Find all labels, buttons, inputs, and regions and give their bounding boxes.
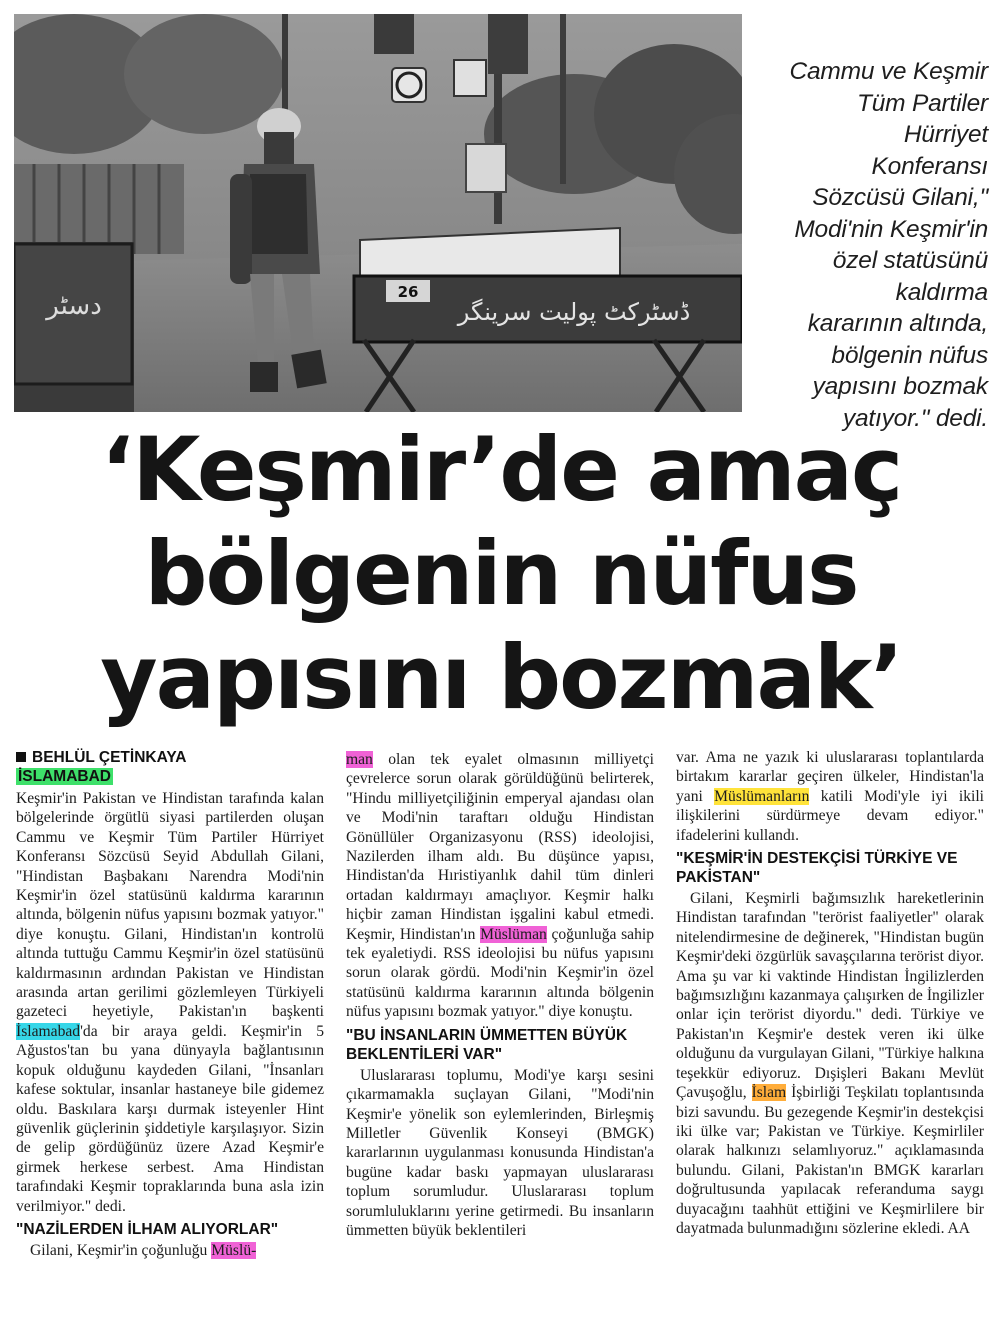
headline-line-3: yapısını bozmak’	[100, 626, 902, 729]
dateline-location: İSLAMABAD	[18, 768, 111, 785]
paragraph: Uluslararası toplumu, Modi'ye karşı sesini çıkarmamakla suçlayan Gilani, "Modi'nin Keşmir'e yönelik son eylemlerinden, Birleşmiş Milletler Güvenlik Konseyi (BMGK) kararlarının uygulanması konusunda Hindistan'a bugüne kadar baskı yapmayan uluslararası toplum sorumludur. Uluslararası toplum sorumluluklarını yerine getirmedi. Bu insanların ümmetten büyük beklentileri	[346, 1066, 654, 1239]
highlighted-term: man	[346, 751, 373, 768]
photo-caption: Cammu ve Keşmir Tüm Partiler Hürriyet Konferansı Sözcüsü Gilani," Modi'nin Keşmir'in özel statüsünü kaldırma kararının altında, bölgenin nüfus yapısını bozmak yatıyor." dedi.	[789, 58, 988, 432]
highlighted-term: Müslümanların	[714, 787, 810, 805]
subheading: "KEŞMİR'İN DESTEKÇİSİ TÜRKİYE VE PAKİSTAN"	[676, 850, 958, 887]
paragraph-text: 'da bir araya geldi. Keşmir'in 5 Ağustos'tan bu yana dünyayla bağlantısının kopuk olduğunu kaydeden Gilani, "İnsanları kafese soktular, insanlar hastaneye bile gidemez oldu. Baskılara karşı durmak isteyenler Hint güvenlik güçlerinin şiddetiyle karşılaşıyor. Sizin de gelip gördüğünüz üzere Azad Keşmir'e girmek herkese serbest. Ama Hindistan tarafındaki Keşmir topraklarında buna asla izin verilmiyor." dedi.	[16, 1022, 324, 1215]
paragraph-text: İşbirliği Teşkilatı toplantısında bizi savundu. Bu gezegende Keşmir'in destekçisi iki ülke var; Pakistan ve Türkiye. Keşmirliler olarak halkınızı selamlıyoruz." açıklamasında bulundu. Gilani, Pakistan'ın BMGK kararları doğrultusunda yapılacak referanduma saygı duyacağını taahhüt ettiğini ve Keşmirlilere bir dayatmada bulunmadığını sözlerine ekledi. AA	[676, 1084, 984, 1237]
highlighted-term: İslamabad	[16, 1022, 81, 1040]
subheading: "BU İNSANLARIN ÜMMETTEN BÜYÜK BEKLENTİLERİ VAR"	[346, 1026, 628, 1063]
article-column-1	[16, 748, 324, 1260]
paragraph-text: Gilani, Keşmirli bağımsızlık hareketlerinin Hindistan tarafından "terörist faaliyetler" olarak nitelendirmesine de değinerek, "Hindistan bugün Keşmir'deki özgürlük savaşçılarına terörist diyor. Ama şu var ki vaktinde Hindistan İngilizlerden bağımsızlığını kazanmaya çalışırken de İngilizler onlar için terörist diyordu." dedi. Türkiye ve Pakistan'ın Keşmir'e destek veren iki ülke olduğunu da vurgulayan Gilani, "Türkiye halkına teşekkür ediyoruz. Dışişleri Bakanı Mevlüt Çavuşoğlu,	[676, 890, 984, 1102]
author-name: BEHLÜL ÇETİNKAYA	[32, 749, 187, 766]
highlighted-term: Müslü-	[211, 1241, 257, 1259]
barricade-right-text: ڈسٹرکٹ پولیت سرینگر	[457, 298, 691, 326]
paragraph-text: çoğunluğa sahip tek eyaletiydi. RSS ideolojisi bu nüfus yapısını sorun olarak gördü. Modi'nin Keşmir'in özel statüsünü kaldırma kararının altında bölgenin nüfus yapısını bozmak yatıyor." diye konuştu.	[346, 925, 654, 1021]
byline	[16, 748, 324, 767]
paragraph	[16, 1241, 324, 1260]
highlighted-term: İslam	[751, 1084, 787, 1102]
paragraph-text: katili Modi'yle iyi ikili ilişkilerini sürdürmeye devam ediyor." ifadelerini kullandı.	[676, 787, 985, 844]
paragraph-text: var. Ama ne yazık ki uluslararası toplantılarda birtakım kararlar geçiren ülkeler, Hindistan'la yani	[676, 749, 984, 805]
article-column-2	[346, 750, 654, 1240]
paragraph-text: Gilani, Keşmir'in çoğunluğu	[30, 1241, 212, 1259]
byline-square-icon	[16, 752, 26, 762]
article-column-3	[676, 748, 984, 1238]
dateline-row	[16, 767, 324, 786]
barricade-number: 26	[397, 283, 419, 301]
news-photo	[14, 14, 742, 412]
headline-line-2: bölgenin nüfus	[144, 522, 858, 625]
paragraph	[676, 889, 984, 1238]
barricade-left-text: دسٹر	[46, 291, 102, 321]
paragraph	[346, 750, 654, 1022]
highlighted-term: Müslüman	[480, 925, 547, 943]
headline	[16, 418, 986, 730]
paragraph-text: olan tek eyalet olmasının milliyetçi çevrelerce sorun olarak görüldüğünü belirterek, "Hindu milliyetçiliğinin emperyal ajandası olan ve Modi'nin taraftarı olduğu Hindistan Gönüllüler Organizasyonu (RSS) ideolojisi, Nazilerden ilham aldı. Bu düşünce yapısı, Hindistan'da Hıristiyanlık dahil tüm dinleri ortadan kaldırmayı amaçlıyor. Keşmir halkı hiçbir zaman Hindistan işgalini kabul etmedi. Keşmir, Hindistan'ın	[346, 751, 654, 943]
headline-line-1: ‘Keşmir’de amaç	[100, 418, 902, 521]
paragraph	[16, 789, 324, 1216]
paragraph-text: Keşmir'in Pakistan ve Hindistan tarafında kalan bölgelerinde örgütlü siyasi partilerden oluşan Cammu ve Keşmir Tüm Partiler Hürriyet Konferansı Sözcüsü Seyid Abdullah Gilani, "Hindistan Başbakanı Narendra Modi'nin Keşmir'in özel statüsünü kaldırma kararının altında, bölgenin nüfus yapısını bozmak yatıyor." diye konuştu. Gilani, Hindistan'ın kontrolü altında tuttuğu Cammu Keşmir'in özel statüsünü kaldırmasının ardından Pakistan ve Hindistan arasında artan gerilimi gözlemleyen Türkiyeli gazeteci heyetiyle, Pakistan'ın başkenti	[16, 790, 324, 1021]
paragraph	[676, 748, 984, 845]
subheading: "NAZİLERDEN İLHAM ALIYORLAR"	[16, 1220, 279, 1238]
